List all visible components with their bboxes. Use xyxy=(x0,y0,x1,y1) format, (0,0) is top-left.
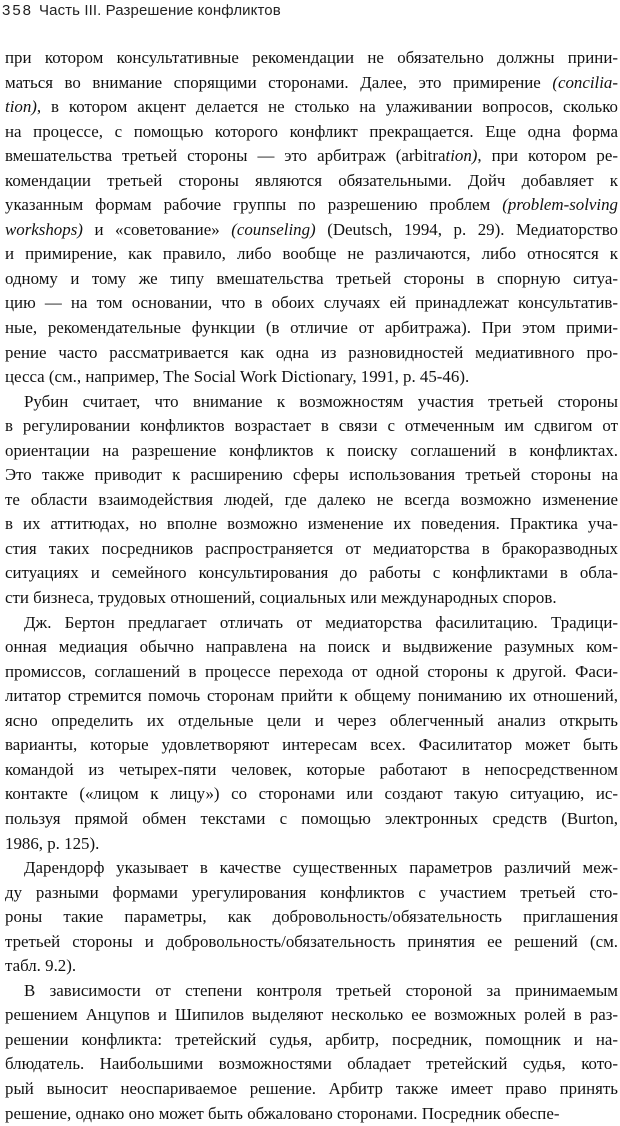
text-line: табл. 9.2). xyxy=(5,956,77,976)
text-line: пользуя прямой обмен текстами с помощью электронных средств (Burton, xyxy=(5,808,618,828)
text-line: tion), в котором акцент делается не столько на улаживании вопросов, сколько xyxy=(5,97,618,117)
text-line: промиссов, соглашений в процессе перехода от одной стороны к другой. Фаси- xyxy=(5,661,618,681)
text-line: указанным формам рабочие группы по разрешению проблем (problem-solving xyxy=(5,195,618,215)
text-line: при котором консультативные рекомендации не обязательно должны прини- xyxy=(5,48,618,67)
text-line: блюдатель. Наибольшими возможностями обладает третейский судья, кото- xyxy=(5,1054,618,1074)
text-line: ду разными формами урегулирования конфликтов с участием третьей сто- xyxy=(5,882,618,902)
text-line: третьей стороны и добровольность/обязательность принятия ее решений (см. xyxy=(5,931,618,951)
paragraph xyxy=(5,46,618,390)
text-line: Дарендорф указывает в качестве существенных параметров различий меж- xyxy=(24,858,618,878)
paragraph xyxy=(5,856,618,979)
text-line: решением Анцупов и Шипилов выделяют несколько ее возможных ролей в раз- xyxy=(5,1005,618,1025)
text-line: рый выносит неоспариваемое решение. Арбитр также имеет право принять xyxy=(5,1078,618,1098)
text-line: контакте («лицом к лицу») со сторонами или создают такую ситуацию, ис- xyxy=(5,784,618,804)
text-line: ные, рекомендательные функции (в отличие от арбитража). При этом прими- xyxy=(5,318,618,338)
text-line: литатор стремится помочь сторонам прийти к общему пониманию их отношений, xyxy=(5,686,618,706)
text-line: сти бизнеса, трудовых отношений, социальных или международных споров. xyxy=(5,588,557,608)
text-line: роны такие параметры, как добровольность/обязательность приглашения xyxy=(5,907,618,927)
text-line: 1986, р. 125). xyxy=(5,833,100,853)
text-line: Это также приводит к расширению сферы использования третьей стороны на xyxy=(5,465,618,485)
page-number: 358 xyxy=(2,2,34,19)
text-line: онная медиация обычно направлена на поиск и выдвижение разумных ком- xyxy=(5,637,618,657)
paragraph xyxy=(5,611,618,856)
text-line: в их аттитюдах, но вполне возможно изменение их поведения. Практика уча- xyxy=(5,514,618,534)
text-line: решение, однако оно может быть обжаловано сторонами. Посредник обеспе- xyxy=(5,1103,560,1123)
paragraph xyxy=(5,390,618,611)
text-line: цию — на том основании, что в обоих случаях ей принадлежат консультатив- xyxy=(5,293,618,313)
text-line: одному и тому же типу вмешательства третьей стороны в спорную ситуа- xyxy=(5,268,618,288)
text-line: стия таких посредников распространяется от медиаторства в бракоразводных xyxy=(5,538,618,558)
text-line: варианты, которые удовлетворяют интересам всех. Фасилитатор может быть xyxy=(5,735,618,755)
paragraph xyxy=(5,979,618,1126)
text-line: Дж. Бертон предлагает отличать от медиаторства фасилитацию. Традици- xyxy=(24,612,618,632)
body-text xyxy=(5,46,618,1126)
running-header xyxy=(2,2,281,22)
text-line: комендации третьей стороны являются обязательными. Дойч добавляет к xyxy=(5,170,618,190)
text-line: вмешательства третьей стороны — это арбитраж (arbitration), при котором ре- xyxy=(5,146,618,166)
text-line: те области взаимодействия людей, где далеко не всегда возможно изменение xyxy=(5,489,618,509)
text-line: ориентации на разрешение конфликтов к поиску соглашений в конфликтах. xyxy=(5,440,618,460)
text-line: ясно определить их отдельные цели и через облегченный анализ открыть xyxy=(5,710,618,730)
text-line: Рубин считает, что внимание к возможностям участия третьей стороны xyxy=(24,391,618,411)
text-line: в регулировании конфликтов возрастает в связи с отмеченным им сдвигом от xyxy=(5,416,618,436)
text-line: ситуациях и семейного консультирования до работы с конфликтами в обла- xyxy=(5,563,618,583)
text-line: workshops) и «советование» (counseling) (Deutsch, 1994, р. 29). Медиаторство xyxy=(5,219,619,239)
text-line: рение часто рассматривается как одна из разновидностей медиативного про- xyxy=(5,342,618,362)
text-line: на процессе, с помощью которого конфликт прекращается. Еще одна форма xyxy=(5,121,618,141)
text-line: командой из четырех-пяти человек, которые работают в непосредственном xyxy=(5,759,618,779)
running-title: Часть III. Разрешение конфликтов xyxy=(39,2,281,19)
text-line: цесса (см., например, The Social Work Dictionary, 1991, р. 45-46). xyxy=(5,367,470,387)
text-line: решении конфликта: третейский судья, арбитр, посредник, помощник и на- xyxy=(5,1029,618,1049)
text-line: В зависимости от степени контроля третьей стороной за принимаемым xyxy=(24,980,618,1000)
text-line: маться во внимание спорящими сторонами. Далее, это примирение (concilia- xyxy=(5,72,618,92)
text-line: и примирение, как правило, либо вообще не различаются, либо относятся к xyxy=(5,244,618,264)
